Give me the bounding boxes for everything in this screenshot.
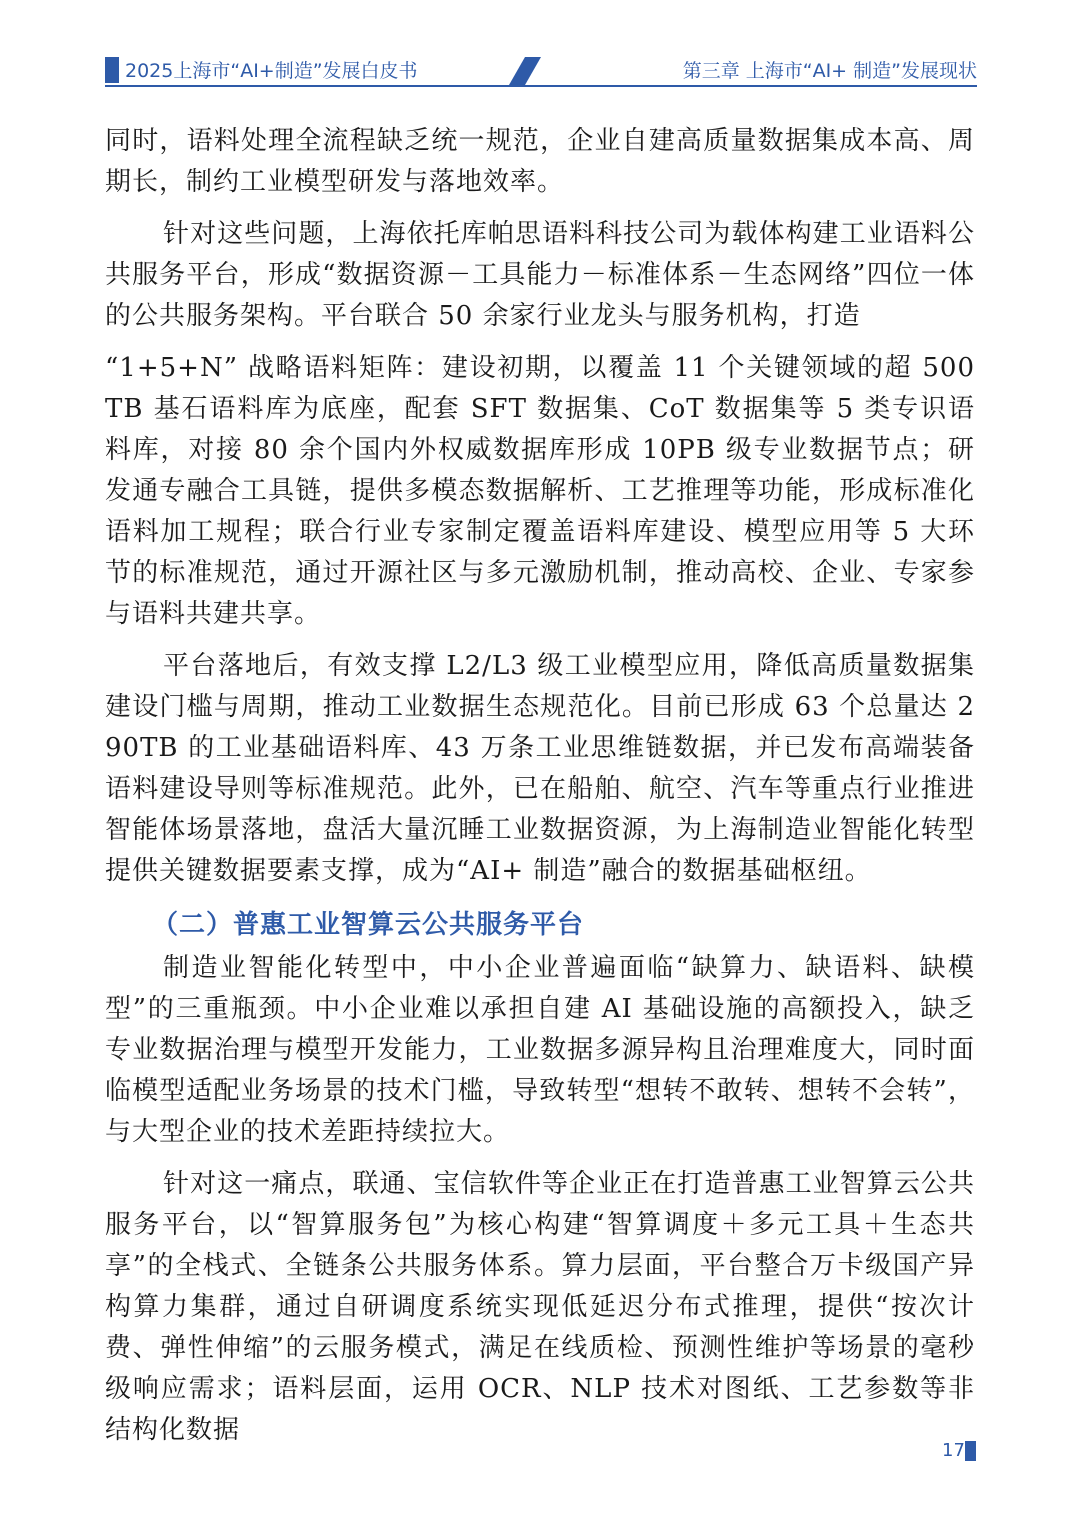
header-rule <box>105 85 977 87</box>
paragraph-1: 同时，语料处理全流程缺乏统一规范，企业自建高质量数据集成本高、周期长，制约工业模型研发与落地效率。 <box>105 126 975 197</box>
chapter-title: 第三章 上海市“AI+ 制造”发展现状 <box>682 60 977 82</box>
section-heading: （二）普惠工业智算云公共服务平台 <box>152 910 585 940</box>
page-number-accent-block <box>965 1441 976 1461</box>
page-number: 17 <box>942 1440 965 1461</box>
paragraph-6: 针对这一痛点，联通、宝信软件等企业正在打造普惠工业智算云公共服务平台，以“智算服务包”为核心构建“智算调度＋多元工具＋生态共享”的全栈式、全链条公共服务体系。算力层面，平台整合万卡级国产异构算力集群，通过自研调度系统实现低延迟分布式推理，提供“按次计费、弹性伸缩”的云服务模式，满足在线质检、预测性维护等场景的毫秒级响应需求；语料层面，运用 OCR、NLP 技术对图纸、工艺参数等非结构化数据 <box>105 1169 975 1445</box>
paragraph-2: 针对这些问题，上海依托库帕思语料科技公司为载体构建工业语料公共服务平台，形成“数据资源－工具能力－标准体系－生态网络”四位一体的公共服务架构。平台联合 50 余家行业龙头与服务机构，打造 <box>105 219 975 331</box>
paragraph-3: “1+5+N” 战略语料矩阵：建设初期，以覆盖 11 个关键领域的超 500TB 基石语料库为底座，配套 SFT 数据集、CoT 数据集等 5 类专识语料库，对接 80 余个国内外权威数据库形成 10PB 级专业数据节点；研发通专融合工具链，提供多模态数据解析、工艺推理等功能，形成标准化语料加工规程；联合行业专家制定覆盖语料库建设、模型应用等 5 大环节的标准规范，通过开源社区与多元激励机制，推动高校、企业、专家参与语料共建共享。 <box>105 353 975 629</box>
document-title: 2025上海市“AI+制造”发展白皮书 <box>125 60 418 82</box>
header-slash-decoration <box>495 56 555 86</box>
paragraph-4: 平台落地后，有效支撑 L2/L3 级工业模型应用，降低高质量数据集建设门槛与周期，推动工业数据生态规范化。目前已形成 63 个总量达 290TB 的工业基础语料库、43 万条工业思维链数据，并已发布高端装备语料建设导则等标准规范。此外，已在船舶、航空、汽车等重点行业推进智能体场景落地，盘活大量沉睡工业数据资源，为上海制造业智能化转型提供关键数据要素支撑，成为“AI+ 制造”融合的数据基础枢纽。 <box>105 651 975 886</box>
header-accent-block <box>105 57 119 83</box>
paragraph-5: 制造业智能化转型中，中小企业普遍面临“缺算力、缺语料、缺模型”的三重瓶颈。中小企业难以承担自建 AI 基础设施的高额投入，缺乏专业数据治理与模型开发能力，工业数据多源异构且治理难度大，同时面临模型适配业务场景的技术门槛，导致转型“想转不敢转、想转不会转”，与大型企业的技术差距持续拉大。 <box>105 953 975 1147</box>
page-content <box>105 121 975 1451</box>
page-header <box>105 56 977 86</box>
